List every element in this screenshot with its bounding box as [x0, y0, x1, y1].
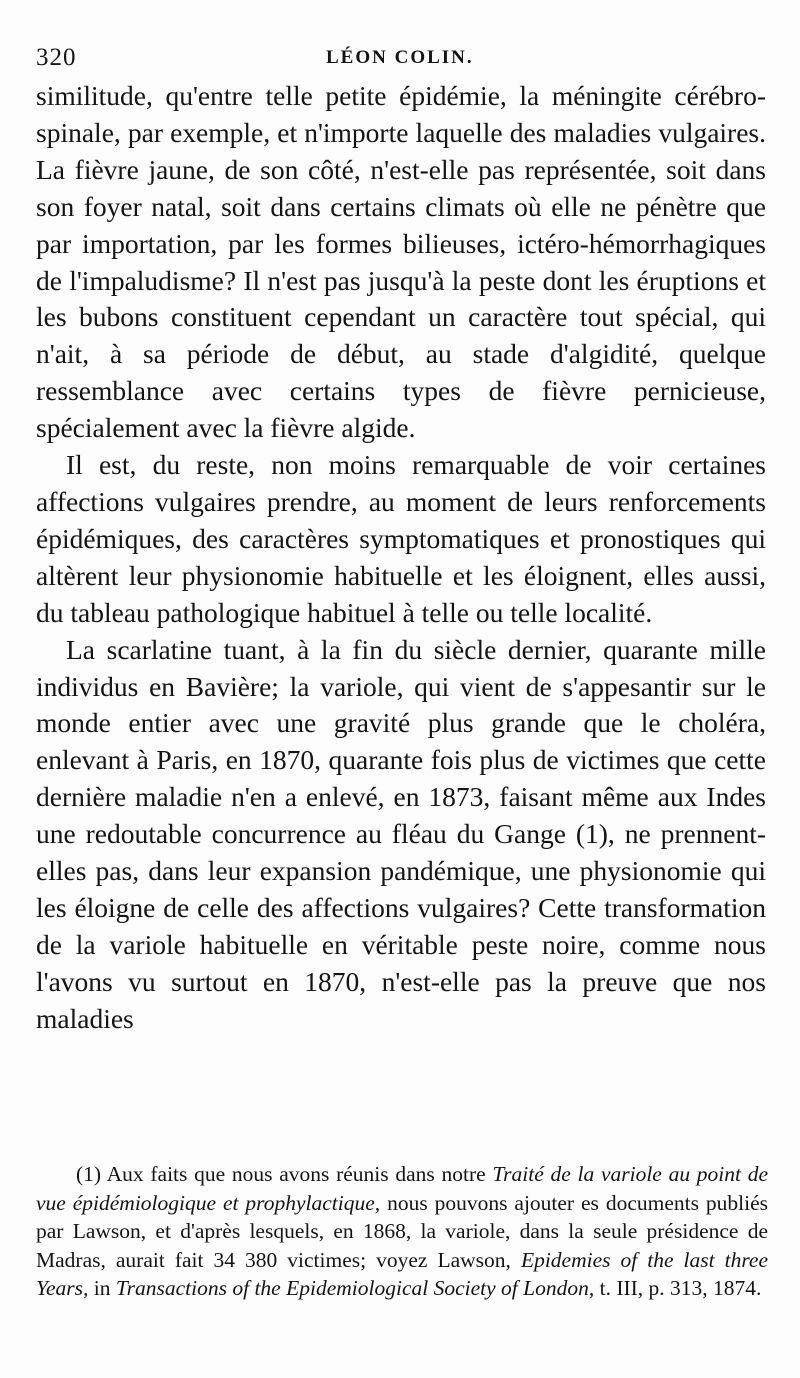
footnote-text: in: [93, 1276, 111, 1301]
footnote-title: Transactions of the Epidemiological Society of London,: [115, 1276, 595, 1301]
paragraph: Il est, du reste, non moins remarquable de voir certaines affections vulgaires prendre, au moment de leurs renforcements épidémiques, des caractères symptomatiques et pronostiques qui altèrent leur physionomie habituelle et les éloignent, elles aussi, du tableau pathologique habituel à telle ou telle localité.: [36, 449, 766, 628]
page-number: 320: [36, 44, 77, 71]
footnote-text: Aux faits que nous avons réunis dans notre: [106, 1162, 486, 1186]
footnote-marker: (1): [76, 1162, 102, 1186]
running-head: LÉON COLIN.: [326, 47, 474, 68]
footnote-text: t. III, p. 313, 1874.: [599, 1276, 762, 1301]
page-header: [36, 40, 764, 76]
footnote-text: nous pouvons ajouter es documents publiés par Lawson, et d'après lesquels, en 1868, la variole, dans la seule présidence de Madras, aurait fait 34 380 victimes; voyez Lawson,: [36, 1190, 769, 1272]
body-text: [36, 78, 766, 1038]
footnote-title: Traité de la variole au point de vue épidémiologique et prophylactique,: [36, 1162, 768, 1215]
paragraph: similitude, qu'entre telle petite épidémie, la méningite cérébro-spinale, par exemple, et n'importe laquelle des maladies vulgaires. La fièvre jaune, de son côté, n'est-elle pas représentée, soit dans son foyer natal, soit dans certains climats où elle ne pénètre que par importation, par les formes bilieuses, ictéro-hémorrhagiques de l'impaludisme? Il n'est pas jusqu'à la peste dont les éruptions et les bubons constituent cependant un caractère tout spécial, qui n'ait, à sa période de début, au stade d'algidité, quelque ressemblance avec certains types de fièvre pernicieuse, spécialement avec la fièvre algide.: [36, 80, 766, 444]
footnote-paragraph: [36, 1160, 768, 1303]
paragraph: La scarlatine tuant, à la fin du siècle dernier, quarante mille individus en Bavière; la variole, qui vient de s'appesantir sur le monde entier avec une gravité plus grande que le choléra, enlevant à Paris, en 1870, quarante fois plus de victimes que cette dernière maladie n'en a enlevé, en 1873, faisant même aux Indes une redoutable concurrence au fléau du Gange (1), ne prennent-elles pas, dans leur expansion pandémique, une physionomie qui les éloigne de celle des affections vulgaires? Cette transformation de la variole habituelle en véritable peste noire, comme nous l'avons vu surtout en 1870, n'est-elle pas la preuve que nos maladies: [36, 633, 766, 1034]
footnote: [36, 1160, 768, 1303]
footnote-title: Epidemies of the last three Years,: [36, 1247, 769, 1301]
